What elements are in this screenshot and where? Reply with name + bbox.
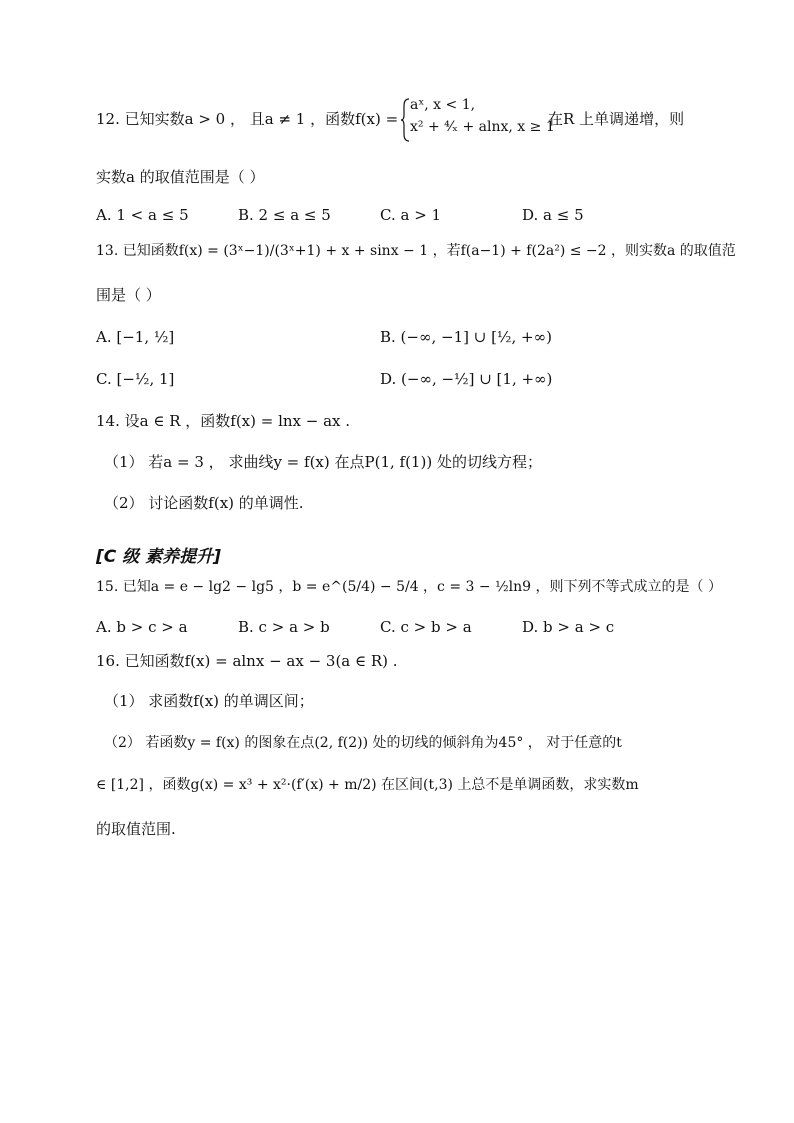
q15-option-b: B. c > a > b: [238, 618, 330, 636]
section-heading: [C 级 素养提升]: [96, 547, 221, 567]
q13-option-c: C. [−½, 1]: [96, 370, 175, 388]
q14-sub-2: （2） 讨论函数f(x) 的单调性.: [104, 494, 304, 512]
q16-sub-2-end: 的取值范围.: [96, 820, 176, 838]
q13-line-1: 13. 已知函数f(x) = (3ˣ−1)/(3ˣ+1) + x + sinx − 1 ，若f(a−1) + f(2a²) ≤ −2 ，则实数a 的取值范: [96, 243, 736, 259]
q15-option-d: D. b > a > c: [522, 618, 615, 636]
q16-sub-1: （1） 求函数f(x) 的单调区间；: [104, 692, 314, 710]
q12-option-c: C. a > 1: [380, 206, 442, 224]
q13-line-2: 围是（ ）: [96, 286, 161, 304]
q12-option-d: D. a ≤ 5: [522, 206, 584, 224]
q14-line-1: 14. 设a ∈ R ，函数f(x) = lnx − ax .: [96, 412, 351, 430]
q14-sub-1: （1） 若a = 3 ， 求曲线y = f(x) 在点P(1, f(1)) 处的切线方程；: [104, 453, 542, 471]
q16-sub-2: （2） 若函数y = f(x) 的图象在点(2, f(2)) 处的切线的倾斜角为45° ， 对于任意的t: [104, 735, 622, 751]
q12-piecewise: [400, 98, 410, 142]
left-brace-icon: [400, 98, 410, 142]
q15-option-a: A. b > c > a: [96, 618, 188, 636]
q13-option-d: D. (−∞, −½] ∪ [1, +∞): [380, 370, 553, 388]
q13-option-a: A. [−1, ½]: [96, 328, 175, 346]
q12-option-b: B. 2 ≤ a ≤ 5: [238, 206, 331, 224]
q15-line-1: 15. 已知a = e − lg2 − lg5 ，b = e^(5/4) − 5/4 ，c = 3 − ½ln9 ，则下列不等式成立的是（ ）: [96, 579, 722, 595]
q16-sub-2-cont: ∈ [1,2] ，函数g(x) = x³ + x²·(f′(x) + m/2) 在区间(t,3) 上总不是单调函数，求实数m: [96, 777, 639, 793]
q12-line-2: 实数a 的取值范围是（ ）: [96, 168, 265, 186]
q12-piece-1: aˣ, x < 1,: [410, 97, 476, 113]
q16-line-1: 16. 已知函数f(x) = alnx − ax − 3(a ∈ R) .: [96, 652, 398, 670]
q12-piece-2: x² + ⁴⁄ₓ + alnx, x ≥ 1: [410, 119, 555, 135]
q12-tail: 在R 上单调递增，则: [548, 110, 685, 128]
q15-option-c: C. c > b > a: [380, 618, 472, 636]
q12-intro: 12. 已知实数a > 0 ， 且a ≠ 1 ，函数f(x) =: [96, 110, 399, 128]
q12-option-a: A. 1 < a ≤ 5: [96, 206, 189, 224]
q13-option-b: B. (−∞, −1] ∪ [½, +∞): [380, 328, 552, 346]
